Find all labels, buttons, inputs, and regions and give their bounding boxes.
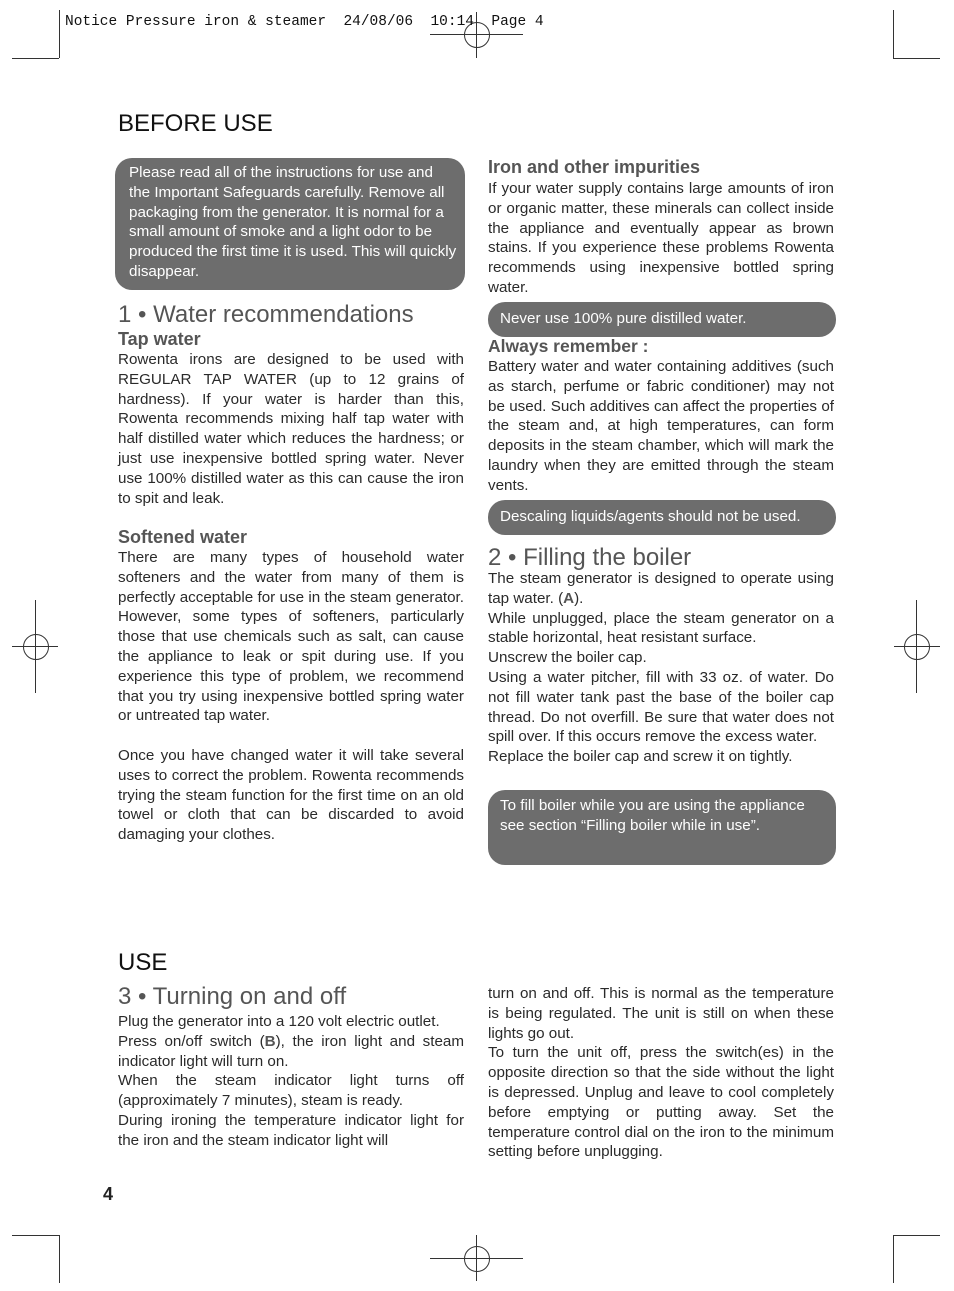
section-title-use: USE [118,949,168,976]
turning-paragraph-2-text: Press on/off switch ( [118,1032,265,1050]
crop-mark [893,1235,894,1283]
filling-paragraph-3: Unscrew the boiler cap. [488,649,647,667]
intro-note [115,158,465,290]
crop-mark [893,1235,940,1236]
figure-ref-a: A [563,589,575,607]
iron-impurities-heading: Iron and other impurities [488,157,701,177]
tap-water-paragraph: Rowenta irons are designed to be used with REGULAR TAP WATER (up to 12 grains of hardness). If your water is harder than this, Rowenta recommends mixing half tap water with half distilled water which reduces the hardness; or just use inexpensive bottled spring water. Never use 100% distilled water as this can cause the iron to spit and leak. [118,351,464,507]
always-remember-text [488,357,834,496]
filling-paragraph-2: While unplugged, place the steam generator on a stable horizontal, heat resistant surface. [488,609,834,647]
softened-water-text [118,548,464,845]
filling-paragraph-5: Replace the boiler cap and screw it on tightly. [488,748,793,766]
filling-paragraph-4: Using a water pitcher, fill with 33 oz. of water. Do not fill water tank past the base of the boiler cap thread. Do not overfill. Be sure that water does not spill over. If this occurs remove the excess water. [488,668,834,746]
always-remember-heading: Always remember : [488,336,649,356]
page-number: 4 [103,1184,114,1204]
section-title-before-use: BEFORE USE [118,110,273,137]
tap-water-text [118,350,464,508]
turning-paragraph-2 [118,1032,464,1072]
iron-impurities-text [488,179,834,298]
turning-paragraph-2-end: ), the iron light and steam indicator light will turn on. [118,1032,464,1070]
softened-water-paragraph-2: Once you have changed water it will take several uses to correct the problem. Rowenta recommends trying the steam function for the first time on an old towel or cloth that can be discarded to avoid damaging your clothes. [118,746,464,844]
filling-boiler-note [488,790,836,865]
always-remember-paragraph: Battery water and water containing additives (such as starch, perfume or fabric conditioner) may not be used. Such additives can affect the properties of the steam and, at high temperatures, can form deposits in the steam chamber, which will mark the laundry when they are emitted through the steam vents. [488,358,834,494]
distilled-water-note-text: Never use 100% pure distilled water. [500,310,747,327]
water-recommendations-heading: 1 • Water recommendations [118,301,414,328]
filling-boiler-note-text: To fill boiler while you are using the appliance see section “Filling boiler while in use”. [500,797,805,834]
crop-mark [12,1235,59,1236]
registration-mark [23,634,49,660]
softened-water-paragraph: There are many types of household water softeners and the water from many of them is perfectly acceptable for use in the steam generator. However, some types of softeners, particularly those that use chemicals such as salt, can cause the appliance to leak or spit during use. If you experience this type of problem, we recommend that you try using inexpensive bottled spring water or untreated tap water. [118,549,464,725]
distilled-water-note [488,302,836,337]
crop-mark [12,58,59,59]
crop-mark [59,10,60,58]
turning-on-off-heading: 3 • Turning on and off [118,983,347,1010]
filling-paragraph-1 [488,569,834,609]
turning-paragraph-1: Plug the generator into a 120 volt electric outlet. [118,1013,440,1030]
filling-boiler-heading: 2 • Filling the boiler [488,544,692,571]
turning-paragraph-4: During ironing the temperature indicator light for the iron and the steam indicator light will [118,1111,464,1149]
descaling-note [488,500,836,535]
filling-boiler-text [488,569,834,767]
turning-paragraph-5: turn on and off. This is normal as the temperature is being regulated. The unit is still on when these lights go out. [488,985,834,1042]
turning-paragraph-3: When the steam indicator light turns off (approximately 7 minutes), steam is ready. [118,1072,464,1110]
registration-mark [904,634,930,660]
intro-note-text: Please read all of the instructions for use and the Important Safeguards carefully. Remove all packaging from the generator. It is normal for a small amount of smoke and a light odor to be produced the first time it is used. This will quickly disappear. [129,164,457,280]
crop-mark [59,1235,60,1283]
turning-paragraph-6: To turn the unit off, press the switch(es) in the opposite direction so that the side without the light is depressed. Unplug and leave to cool completely before emptying or putting away. Set the temperature control dial on the iron to the minimum setting before unplugging. [488,1044,834,1161]
tap-water-heading: Tap water [118,329,201,349]
figure-ref-b: B [264,1032,276,1050]
filling-paragraph-1-text: The steam generator is designed to operate using tap water. ( [488,570,834,607]
turning-on-off-text-left [118,1012,464,1151]
crop-mark [893,10,894,58]
softened-water-heading: Softened water [118,527,248,547]
iron-impurities-paragraph: If your water supply contains large amounts of iron or organic matter, these minerals can collect inside the appliance and eventually appear as brown stains. If you experience these problems Rowenta recommends using inexpensive bottled spring water. [488,180,834,296]
print-slug: Notice Pressure iron & steamer 24/08/06 10:14 Page 4 [65,14,544,30]
descaling-note-text: Descaling liquids/agents should not be used. [500,508,801,525]
turning-on-off-text-right [488,984,834,1162]
crop-mark [893,58,940,59]
filling-paragraph-1-end: ). [574,589,584,607]
registration-mark [464,1246,490,1272]
